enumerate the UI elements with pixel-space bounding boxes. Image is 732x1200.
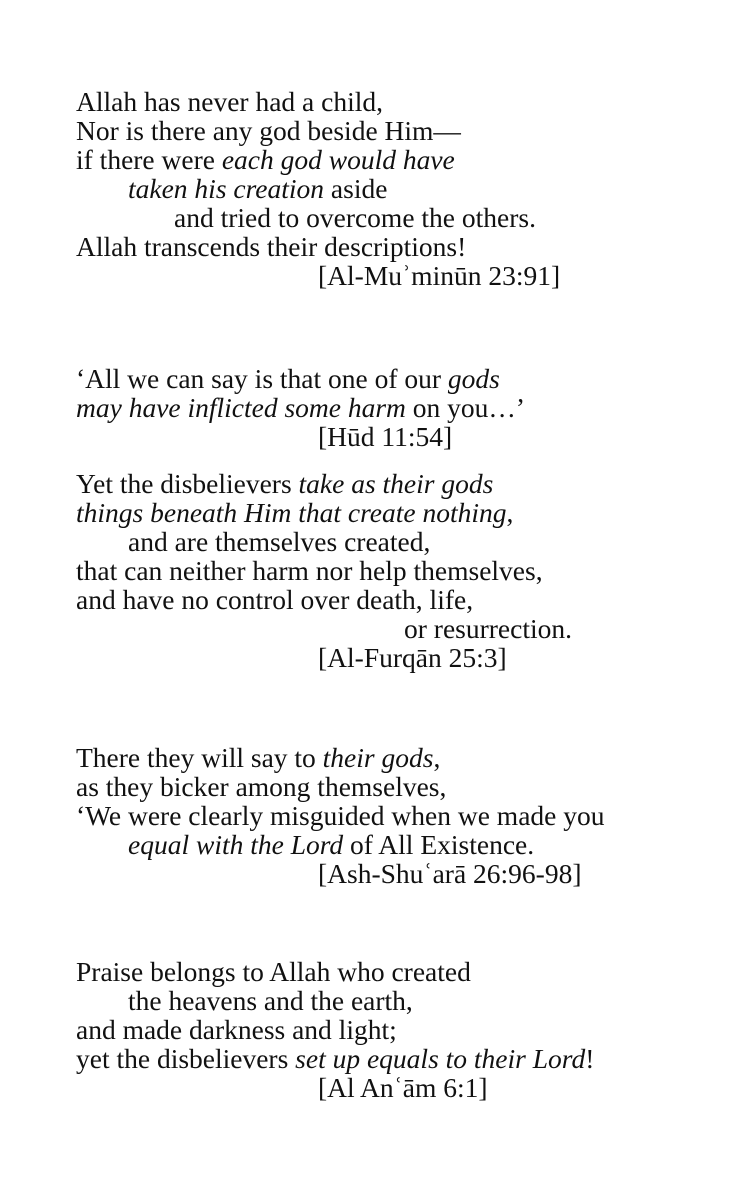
verse-line <box>128 528 430 556</box>
verse-line <box>174 204 536 232</box>
verse-line <box>128 831 534 859</box>
italic-segment: taken his creation <box>128 173 325 204</box>
text-segment: of All Existence. <box>343 829 535 860</box>
text-segment: or resurrection. <box>404 613 572 644</box>
text-segment: yet the disbelievers <box>76 1043 296 1074</box>
italic-segment: gods <box>447 363 500 394</box>
verse-reference: [Hūd 11:54] <box>318 421 453 452</box>
text-segment: ‘All we can say is that one of our <box>76 363 448 394</box>
verse-line <box>76 1016 397 1044</box>
text-segment: as they bicker among themselves, <box>76 771 447 802</box>
verse-line <box>76 365 500 393</box>
text-segment: and made darkness and light; <box>76 1014 397 1045</box>
verse-line <box>76 233 466 261</box>
italic-segment: each god would have <box>221 144 455 175</box>
verse-line <box>76 499 513 527</box>
text-segment: and tried to overcome the others. <box>174 202 536 233</box>
verse-reference: [Al-Muʾminūn 23:91] <box>318 260 561 291</box>
text-segment: Yet the disbelievers <box>76 468 299 499</box>
verse-line <box>76 773 446 801</box>
text-segment: if there were <box>76 144 222 175</box>
text-segment: There they will say to <box>76 742 323 773</box>
text-segment: that can neither harm nor help themselves, <box>76 555 543 586</box>
verse-line <box>76 394 525 422</box>
verse-reference: [Ash-Shuʿarā 26:96-98] <box>318 858 582 889</box>
text-segment: ! <box>585 1043 595 1074</box>
verse-line <box>76 557 543 585</box>
verse-line <box>76 146 455 174</box>
verse-line <box>76 470 493 498</box>
verse-line <box>76 586 473 614</box>
verse-line <box>76 88 383 116</box>
text-segment: Allah has never had a child, <box>76 86 383 117</box>
verse-line <box>76 802 605 830</box>
text-segment: Allah transcends their descriptions! <box>76 231 467 262</box>
verse-line <box>128 987 413 1015</box>
italic-segment: may have inflicted some harm <box>76 392 406 423</box>
text-segment: ‘We were clearly misguided when we made you <box>76 800 605 831</box>
text-segment: , <box>506 497 514 528</box>
text-segment: on you…’ <box>405 392 526 423</box>
text-segment: Praise belongs to Allah who created <box>76 956 471 987</box>
text-segment: , <box>433 742 441 773</box>
italic-segment: set up equals to their Lord <box>295 1043 586 1074</box>
text-segment: aside <box>324 173 388 204</box>
text-segment: Nor is there any god beside Him— <box>76 115 461 146</box>
text-segment: and are themselves created, <box>128 526 431 557</box>
verse-reference: [Al Anʿām 6:1] <box>318 1072 488 1103</box>
verse-line <box>76 1045 594 1073</box>
verse-line <box>76 117 461 145</box>
text-segment: and have no control over death, life, <box>76 584 474 615</box>
verse-line <box>128 175 387 203</box>
italic-segment: things beneath Him that create nothing <box>76 497 507 528</box>
verse-line <box>76 958 471 986</box>
verse-reference: [Al-Furqān 25:3] <box>318 642 507 673</box>
verse-line <box>76 744 440 772</box>
italic-segment: take as their gods <box>298 468 494 499</box>
italic-segment: equal with the Lord <box>128 829 344 860</box>
italic-segment: their gods <box>322 742 434 773</box>
verse-line <box>404 615 572 643</box>
text-segment: the heavens and the earth, <box>128 985 413 1016</box>
